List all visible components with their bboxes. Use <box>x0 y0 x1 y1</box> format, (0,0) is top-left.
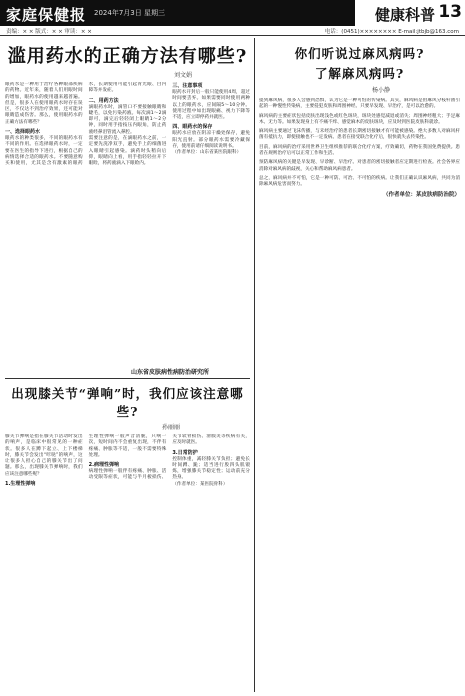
article-body <box>5 82 250 370</box>
section-heading: 一、选择眼药水 <box>5 129 41 136</box>
section-title: 健康科普 <box>374 6 435 24</box>
paragraph: 控制体重，减轻膝关节负担；避免长时间蹲、跪；适当进行股四头肌锻炼，增强膝关节稳定性；运动前充分热身。 <box>172 456 250 481</box>
article-body <box>259 98 460 688</box>
paragraph: 总之，麻风病并不可怕，它是一种可防、可治、不可怕的疾病。让我们正确认识麻风病，共同为消除麻风病危害而努力。 <box>259 175 460 188</box>
section-heading: 2.病理性弹响 <box>88 462 120 469</box>
paragraph: 提到麻风病，很多人会感到恐惧，认为它是一种可怕的传染病。其实，麻风病是由麻风分枝杆菌引起的一种慢性传染病，主要侵犯皮肤和周围神经。只要早发现、早治疗，是可以治愈的。 <box>259 98 460 110</box>
article-eye-drops <box>5 40 250 370</box>
section-box <box>355 0 465 26</box>
article-knee-snapping <box>5 382 250 692</box>
issue-date: 2024年7月3日 星期三 <box>94 9 165 17</box>
paragraph: 麻风病主要通过飞沫传播，与未经治疗的患者长期密切接触才有可能被感染。绝大多数人对麻风杆菌有抵抗力，即使接触也不一定发病。患者在接受联合化疗后，很快就失去传染性。 <box>259 129 460 141</box>
section-heading: 二、用药方法 <box>88 97 119 104</box>
author-affiliation: （作者单位：山东省某医院眼科） <box>172 150 242 156</box>
paragraph: 眼药水应放在阴凉干燥处保存，避免阳光直射。部分眼药水需要冷藏保存，使用前请仔细阅读说明书。 <box>172 131 250 150</box>
paragraph: 麻风病的主要症状包括皮肤出现浅色或红色斑块，斑块处感觉减退或消失；周围神经粗大；手足麻木、无力等。如果发现身上有不痛不痒、感觉麻木的皮肤斑块，应及时到医院皮肤科就诊。 <box>259 113 460 125</box>
divider <box>5 378 250 379</box>
contact-info: 电话：(0451)×××××××× E-mail:jtbjb@163.com <box>324 29 459 35</box>
paragraph: 预防麻风病的关键是早发现、早诊断、早治疗。对患者的密切接触者应定期进行检查。社会各界应消除对麻风病的歧视，关心和帮助麻风病患者。 <box>259 160 460 172</box>
paragraph: 眼药水的种类很多，不同的眼药水有不同的作用。在选择眼药水时，一定要在医生的指导下进行，根据自己的病情选择合适的眼药水。不要随意购买和使用，尤其是含有激素的眼药水，长期使用可能引起青光眼、白内障等并发症。 <box>5 82 167 167</box>
paragraph: 眼药水开封后一般只能使用4周，超过时间要丢弃。如果需要同时使用两种以上的眼药水，应间隔5～10分钟。使用过程中如出现眼痛、视力下降等不适，应立即停药并就医。 <box>172 90 250 121</box>
editor-bar <box>0 26 465 36</box>
newspaper-title: 家庭保健报 <box>6 6 87 24</box>
article-body <box>5 434 250 692</box>
article-title: 滥用药水的正确方法有哪些? <box>7 46 248 67</box>
paragraph: 眼药水是一种用于治疗各种眼部疾病的药物。近年来，随着人们用眼时间的增加，眼药水的使用越来越普遍。但是，很多人在使用眼药水时存在误区，不仅达不到治疗效果，还可能对眼睛造成伤害。那么，使用眼药水的正确方法有哪些？ <box>5 82 83 125</box>
column-divider <box>254 38 255 692</box>
article-author: 孙丽丽 <box>161 424 180 431</box>
paragraph: 需要注意的是，在滴眼药水之前，一定要先洗净双手，避免手上的细菌进入眼睛引起感染。滴药时头稍向后仰，眼睛向上看，用手指轻轻拉开下眼睑，将药液滴入下眼睑内。 <box>88 136 167 167</box>
page-number: 13 <box>438 2 462 22</box>
footer-banner: 山东省皮肤病性病防治研究所 <box>130 369 209 376</box>
article-title-line1: 你们听说过麻风病吗? <box>294 46 425 61</box>
masthead <box>0 0 465 26</box>
author-affiliation: （作者单位：某医院骨科） <box>172 481 228 487</box>
section-heading: 三、注意事项 <box>172 83 203 89</box>
paragraph: 生理性弹响一般声音清脆，只响一次，短时间内不会重复出现，不伴有疼痛、肿胀等不适，一般不需要特殊处理。 <box>88 434 167 458</box>
section-heading: 1.生理性弹响 <box>5 481 36 488</box>
section-heading: 四、眼药水的保存 <box>172 124 213 131</box>
article-title: 出现膝关节“弹响”时，我们应该注意哪些? <box>11 386 244 419</box>
article-author: 刘文娟 <box>173 72 192 79</box>
editor-credits: 责编：× × 版式：× × 审读：× × <box>6 29 92 35</box>
article-title-line2: 了解麻风病吗? <box>314 66 405 81</box>
paragraph: 膝关节弹响是指在膝关节活动时发出的响声，是临床中很常见的一种症状。很多人在蹲下起立、上下楼梯时，膝关节会发出“咔哒”的响声，这让很多人担心自己的膝关节出了问题。那么，出现膝关节弹响时，我们应该注意哪些呢？ <box>5 434 83 477</box>
article-leprosy <box>259 40 460 692</box>
author-affiliation: （作者单位：某皮肤病防治院） <box>382 191 460 198</box>
paragraph: 病理性弹响一般伴有疼痛、肿胀、活动受限等症状，可能与半月板损伤、关节软骨损伤、滑膜炎等疾病有关，应及时就医。 <box>88 434 250 481</box>
section-heading: 3.日常防护 <box>172 449 198 456</box>
paragraph: 滴眼药水时，滴管口不要接触眼睛和睫毛，以免污染药液。每次滴1～2滴即可，滴完后轻轻闭上眼睛1～2分钟，同时用手指按压内眼角，防止药液经鼻泪管流入鼻腔。 <box>88 104 167 135</box>
paragraph: 目前，麻风病的治疗采用世界卫生组织推荐的联合化疗方案，疗效确切，药物在我国免费提供。患者在规则治疗后可以正常工作和生活。 <box>259 144 460 157</box>
article-author: 杨小静 <box>371 87 390 94</box>
